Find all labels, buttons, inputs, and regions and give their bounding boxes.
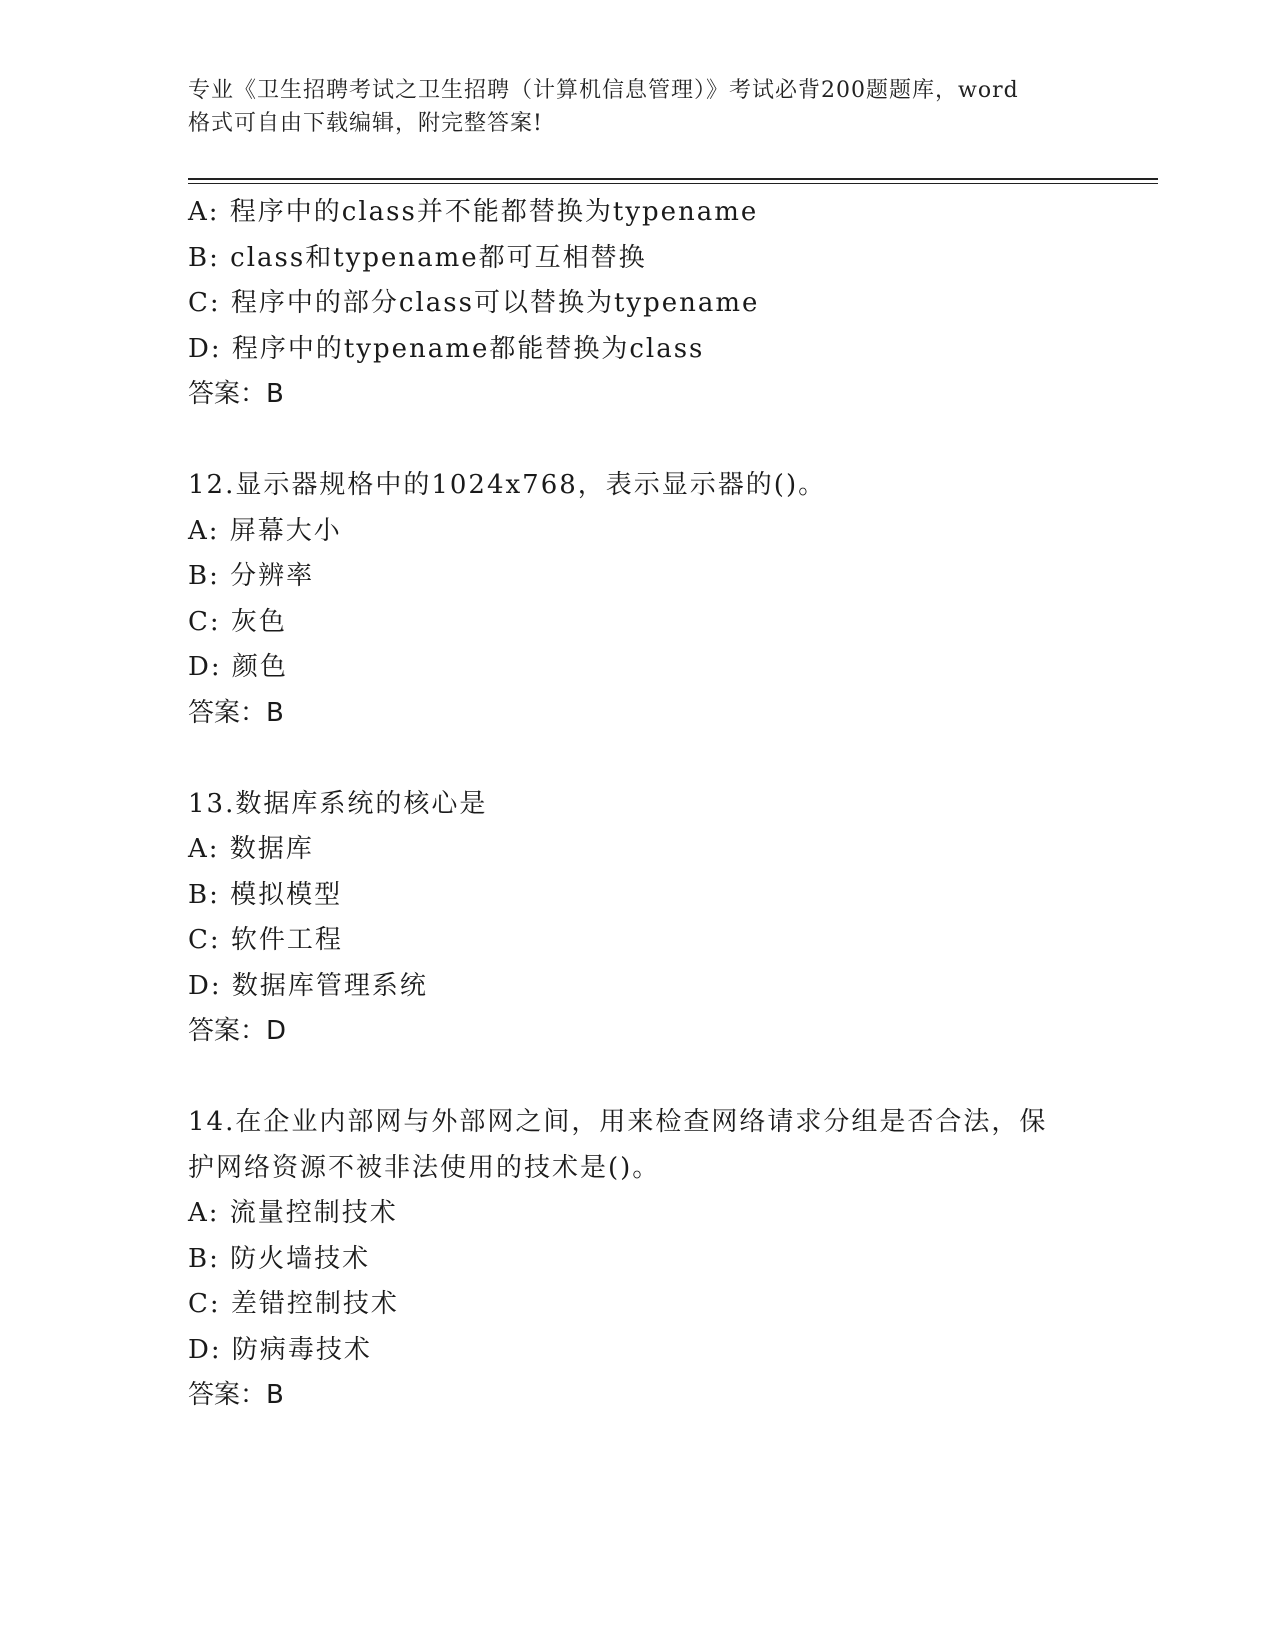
option-a: A: 程序中的class并不能都替换为typename <box>188 197 759 227</box>
spacer <box>188 736 1088 782</box>
header-line-1: 专业《卫生招聘考试之卫生招聘（计算机信息管理）》考试必背200题题库，word <box>188 78 1019 103</box>
option-b: B: class和typename都可互相替换 <box>188 242 647 273</box>
question-list <box>188 190 1088 1419</box>
question-14 <box>188 1100 1088 1419</box>
question-text: 13.数据库系统的核心是 <box>188 788 488 819</box>
option-a: A: 屏幕大小 <box>188 515 342 546</box>
header-divider-thin <box>188 183 1158 184</box>
question-12 <box>188 463 1088 736</box>
question-11 <box>188 190 1088 418</box>
answer: 答案：B <box>188 1380 284 1410</box>
answer: 答案：B <box>188 379 284 409</box>
header-divider-thick <box>188 178 1158 180</box>
option-c: C: 差错控制技术 <box>188 1289 399 1319</box>
option-c: C: 软件工程 <box>188 925 343 955</box>
option-c: C: 灰色 <box>188 606 287 637</box>
option-c: C: 程序中的部分class可以替换为typename <box>188 288 760 318</box>
option-b: B: 模拟模型 <box>188 879 343 910</box>
spacer <box>188 1055 1088 1101</box>
question-13 <box>188 782 1088 1055</box>
option-a: A: 数据库 <box>188 834 314 864</box>
question-text-line-2: 护网络资源不被非法使用的技术是()。 <box>188 1152 661 1183</box>
question-text-line-1: 14.在企业内部网与外部网之间，用来检查网络请求分组是否合法，保 <box>188 1107 1048 1137</box>
option-b: B: 分辨率 <box>188 561 315 591</box>
header-line-2: 格式可自由下载编辑，附完整答案! <box>188 111 543 136</box>
option-d: D: 颜色 <box>188 652 288 682</box>
answer: 答案：B <box>188 697 284 728</box>
option-d: D: 数据库管理系统 <box>188 970 428 1001</box>
answer: 答案：D <box>188 1016 287 1046</box>
option-d: D: 防病毒技术 <box>188 1334 372 1365</box>
option-a: A: 流量控制技术 <box>188 1198 398 1228</box>
option-d: D: 程序中的typename都能替换为class <box>188 333 705 364</box>
document-header <box>188 74 1088 140</box>
option-b: B: 防火墙技术 <box>188 1243 371 1274</box>
spacer <box>188 418 1088 464</box>
question-text: 12.显示器规格中的1024x768，表示显示器的()。 <box>188 470 827 500</box>
